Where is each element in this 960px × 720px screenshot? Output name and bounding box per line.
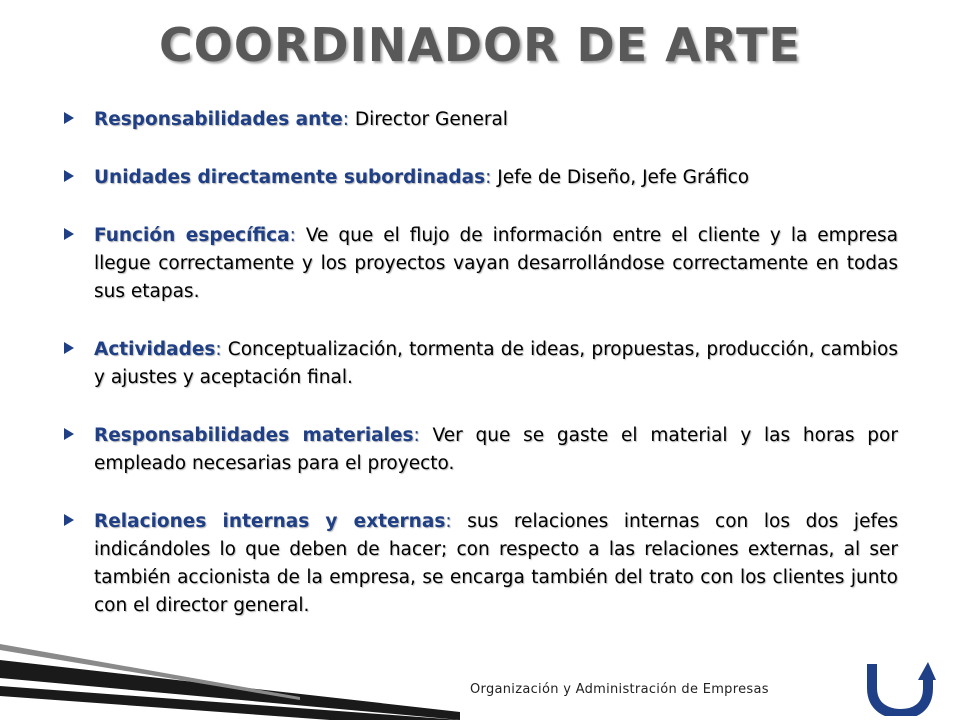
- bullet-text: [94, 336, 898, 392]
- triangle-right-icon: [64, 106, 94, 124]
- bullet-item: [64, 164, 898, 192]
- bullet-text: [94, 106, 898, 134]
- item-value: Jefe de Diseño, Jefe Gráfico: [491, 167, 750, 188]
- item-label: Unidades directamente subordinadas: [94, 167, 486, 188]
- triangle-right-icon: [64, 508, 94, 526]
- bullet-item: [64, 336, 898, 392]
- item-label: Responsabilidades materiales: [94, 425, 414, 446]
- bullet-item: [64, 222, 898, 306]
- item-value: sus relaciones internas con los dos jefes indicándoles lo que deben de hacer; con respecto a las relaciones externas, al ser también accionista de la empresa, se encarga también del trato con los clientes junto con el director general.: [94, 511, 898, 616]
- item-label: Actividades: [94, 339, 216, 360]
- item-separator: :: [215, 339, 222, 360]
- item-value: Ver que se gaste el material y las horas por empleado necesarias para el proyecto.: [94, 425, 898, 474]
- item-separator: :: [445, 511, 452, 532]
- triangle-right-icon: [64, 336, 94, 354]
- u-arrow-logo-icon: [866, 656, 936, 716]
- triangle-right-icon: [64, 222, 94, 240]
- item-separator: :: [289, 225, 296, 246]
- footer-text: Organización y Administración de Empresas: [470, 682, 769, 697]
- item-value: Ve que el flujo de información entre el cliente y la empresa llegue correctamente y los proyectos vayan desarrollándose correctamente en todas sus etapas.: [94, 225, 898, 302]
- item-separator: :: [342, 109, 349, 130]
- bullet-text: [94, 422, 898, 478]
- item-separator: :: [485, 167, 492, 188]
- bullet-list: [64, 106, 898, 620]
- item-label: Responsabilidades ante: [94, 109, 343, 130]
- item-label: Relaciones internas y externas: [94, 511, 446, 532]
- bullet-item: [64, 422, 898, 478]
- slide-title: COORDINADOR DE ARTE: [159, 18, 801, 72]
- bullet-item: [64, 106, 898, 134]
- bullet-text: [94, 222, 898, 306]
- item-value: Director General: [348, 109, 508, 130]
- item-value: Conceptualización, tormenta de ideas, propuestas, producción, cambios y ajustes y aceptación final.: [94, 339, 898, 388]
- item-label: Función específica: [94, 225, 290, 246]
- triangle-right-icon: [64, 422, 94, 440]
- bullet-text: [94, 164, 898, 192]
- triangle-right-icon: [64, 164, 94, 182]
- item-separator: :: [413, 425, 420, 446]
- decorative-stripes: [0, 560, 460, 720]
